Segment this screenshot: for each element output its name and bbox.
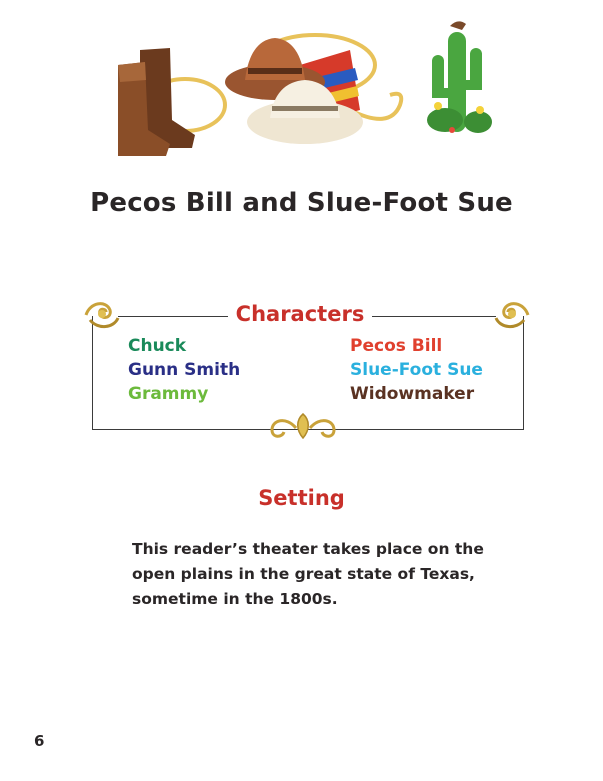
character-name: Grammy [128, 384, 209, 404]
character-name: Chuck [128, 336, 187, 356]
setting-line: open plains in the great state of Texas, [132, 565, 475, 583]
flourish-ornament-icon [82, 298, 122, 332]
page-number: 6 [34, 732, 45, 750]
setting-paragraph [132, 537, 512, 612]
character-name: Gunn Smith [128, 360, 241, 380]
center-flourish-ornament-icon [266, 410, 340, 444]
page-title: Pecos Bill and Slue-Foot Sue [90, 188, 513, 218]
character-name: Slue-Foot Sue [350, 360, 483, 380]
setting-line: sometime in the 1800s. [132, 590, 338, 608]
cactus-icon [427, 32, 492, 133]
characters-heading: Characters [235, 302, 365, 326]
cowboy-boots-icon [118, 48, 195, 156]
box-top-border-left [118, 316, 228, 317]
character-name: Pecos Bill [350, 336, 443, 356]
box-top-border-right [372, 316, 496, 317]
flourish-ornament-icon [492, 298, 532, 332]
setting-line: This reader’s theater takes place on the [132, 540, 484, 558]
character-name: Widowmaker [350, 384, 475, 404]
setting-heading: Setting [258, 486, 345, 510]
western-illustration [100, 10, 510, 170]
